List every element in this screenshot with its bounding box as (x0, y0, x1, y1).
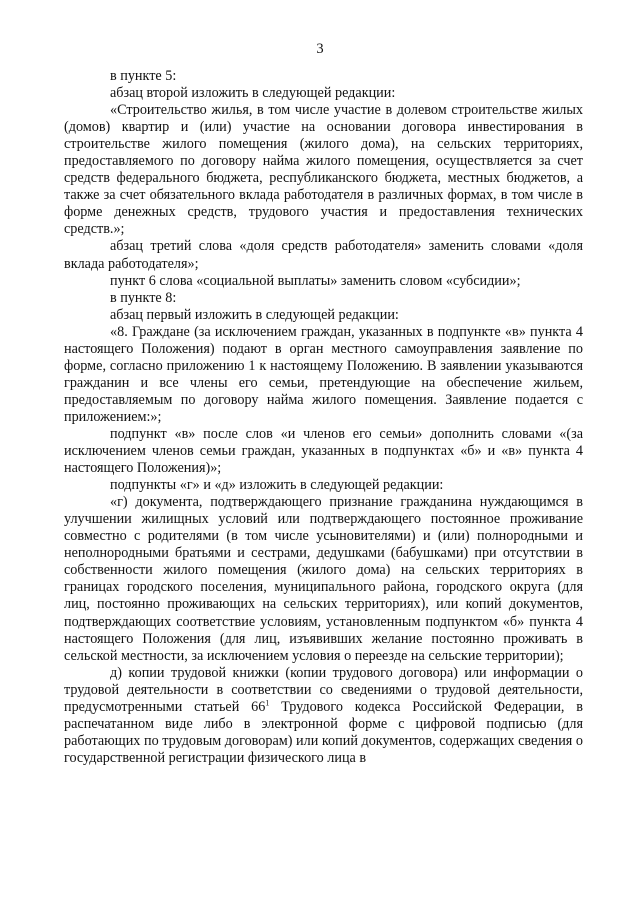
paragraph-2: абзац второй изложить в следующей редакции: (110, 85, 396, 102)
paragraph-8: «8. Граждане (за исключением граждан, указанных в подпункте «в» пункта 4 настоящего Положения) подают в орган местного самоуправления заявление по форме, согласно приложению 1 к настоящему Положению. В заявлении указываются гражданин и все члены его семьи, претендующие на обеспечение жильем, предоставляемым по договору найма жилого помещения. Заявление подается с приложением:»; (64, 323, 583, 425)
paragraph-11: «г) документа, подтверждающего признание гражданина нуждающимся в улучшении жилищных условий или подтверждающего постоянное проживание совместно с родителями (в том числе усыновителями) и (или) полнородными и неполнородными братьями и сестрами, дедушками (бабушками) при отсутствии в собственности жилого помещения (жилого дома) на сельских территориях в границах городского поселения, муниципального района, городского округа (для лиц, постоянно проживающих на сельских территориях), или копий документов, подтверждающих соответствие условиям, установленным подпунктом «б» пункта 4 настоящего Положения (для лиц, изъявивших желание постоянно проживать в сельской местности, за исключением условия о переезде на сельские территории); (64, 494, 583, 664)
paragraph-10: подпункты «г» и «д» изложить в следующей редакции: (110, 477, 444, 494)
paragraph-1: в пункте 5: (110, 68, 177, 84)
paragraph-12-end: Трудового кодекса Российской Федерации, в распечатанном виде либо в электронной форме с цифровой подписью (для работающих по трудовым договорам) или копий документов, содержащих сведения о государственной регистрации физического лица в (64, 698, 583, 766)
paragraph-12 (64, 665, 583, 767)
paragraph-7: абзац первый изложить в следующей редакции: (110, 306, 399, 323)
paragraph-12-start: д) копии трудовой книжки (копии трудового договора) или информации о трудовой деятельности в соответствии со сведениями о трудовой деятельности, предусмотренными статьей 66 (64, 664, 583, 715)
paragraph-9: подпункт «в» после слов «и членов его семьи» дополнить словами «(за исключением членов семьи граждан, указанных в подпунктах «б» и «в» пункта 4 настоящего Положения)»; (64, 425, 583, 477)
paragraph-6: в пункте 8: (110, 289, 177, 306)
page-number: 3 (316, 41, 324, 57)
paragraph-5: пункт 6 слова «социальной выплаты» заменить словом «субсидии»; (110, 272, 521, 289)
document-body (64, 68, 583, 767)
article-superscript: 1 (265, 698, 270, 707)
paragraph-3: «Строительство жилья, в том числе участие в долевом строительстве жилых (домов) квартир и (или) участие на основании договора инвестирования в строительстве жилого помещения (жилого дома), на сельских территориях, предоставляемого по договору найма жилого помещения, осуществляется за счет средств федерального бюджета, республиканского бюджета, местных бюджетов, а также за счет обязательного вклада работодателя в различных формах, в том числе в форме денежных средств, трудового участия и предоставления технических средств.»; (64, 102, 583, 238)
paragraph-4: абзац третий слова «доля средств работодателя» заменить словами «доля вклада работодателя»; (64, 238, 583, 272)
